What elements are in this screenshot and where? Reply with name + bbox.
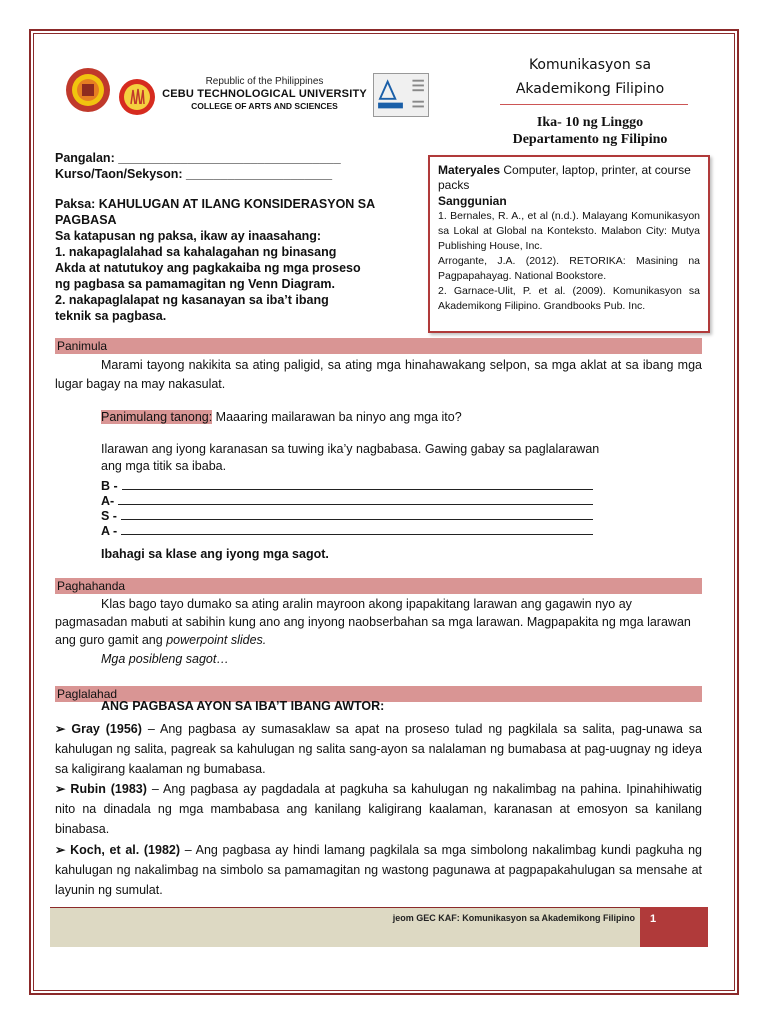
reference-item: 2. Garnace-Ulit, P. et al. (2009). Komunikasyon sa Akademikong Filipino. Grandbooks Pub. Inc. bbox=[438, 285, 700, 312]
acrostic-letter: B - bbox=[101, 479, 118, 493]
asean-logo-icon bbox=[117, 78, 157, 116]
acrostic-letter: A- bbox=[101, 494, 115, 508]
course-title-line1: Komunikasyon sa bbox=[528, 57, 652, 73]
panimula-closing: Ibahagi sa klase ang iyong mga sagot. bbox=[101, 547, 329, 561]
section-bar-panimula: Panimula bbox=[55, 338, 702, 354]
author-item bbox=[55, 779, 702, 839]
paghahanda-answers: Mga posibleng sagot… bbox=[101, 652, 229, 666]
author-text: – Ang pagbasa ay pagdadala at pagkuha sa kahulugan ng nakalimbag na pahina. Ipinahihiwatig nito na dinadala ng mga mambabasa ang kanilang kaligirang kaalaman, karanasan at emosyon sa kanilang binabasa. bbox=[55, 782, 702, 836]
section-bar-paglalahad: Paglalahad bbox=[55, 686, 702, 702]
materials-line bbox=[438, 163, 700, 193]
title-divider bbox=[500, 104, 688, 105]
author-item bbox=[55, 719, 702, 779]
acrostic-line bbox=[101, 509, 601, 524]
page-number: 1 bbox=[640, 907, 708, 947]
college-name: COLLEGE OF ARTS AND SCIENCES bbox=[191, 101, 338, 111]
objectives-intro: Sa katapusan ng paksa, ikaw ay inaasahang: bbox=[55, 229, 322, 243]
week-block bbox=[480, 114, 700, 148]
student-objectives bbox=[55, 150, 425, 324]
ctu-seal-icon bbox=[65, 67, 111, 113]
name-field-label: Pangalan: ________________________________ bbox=[55, 151, 341, 165]
topic-line: Paksa: KAHULUGAN AT ILANG KONSIDERASYON SA PAGBASA bbox=[55, 197, 375, 227]
course-field-label: Kurso/Taon/Sekyson: _____________________ bbox=[55, 167, 333, 181]
objective-line: Akda at natutukoy ang pagkakaiba ng mga proseso bbox=[55, 261, 361, 275]
paghahanda-text: Klas bago tayo dumako sa ating aralin mayroon akong ipapakitang larawan ang gagawin nyo ay pagmasadan mabuti at sabihin kung ano ang inyong naobserbahan sa mga larawan. Magpapakita ng mga larawan ang guro gamit ang bbox=[55, 597, 691, 647]
week-label: Ika- 10 ng Linggo bbox=[536, 115, 644, 130]
acrostic-line bbox=[101, 494, 601, 509]
course-title-line2: Akademikong Filipino bbox=[515, 81, 665, 97]
objective-line: teknik sa pagbasa. bbox=[55, 309, 167, 323]
section-bar-paghahanda: Paghahanda bbox=[55, 578, 702, 594]
acrostic-letter: A - bbox=[101, 524, 118, 538]
paghahanda-paragraph bbox=[55, 595, 702, 649]
acrostic-line bbox=[101, 524, 601, 539]
materials-text: Computer, laptop, printer, at course packs bbox=[438, 163, 691, 192]
author-text: – Ang pagbasa ay sumasaklaw sa apat na proseso tulad ng pagkilala sa salita, pag-unawa sa kahulugan ng salita, pagreak sa kahulugan ng salita sang-ayon sa nalalaman ng bumabasa at pag-uugnay ng ideya sa kaligirang kaalaman ng bumabasa. bbox=[55, 722, 702, 776]
panimula-paragraph: Marami tayong nakikita sa ating paligid, sa ating mga hinahawakang selpon, sa mga aklat at sa ibang mga lugar bagay na may nakasulat. bbox=[55, 358, 702, 391]
acrostic-lines bbox=[101, 479, 601, 539]
acrostic-line bbox=[101, 479, 601, 494]
question-text: Maaaring mailarawan ba ninyo ang mga ito? bbox=[212, 410, 462, 424]
footer-text: jeom GEC KAF: Komunikasyon sa Akademikong Filipino bbox=[392, 913, 635, 923]
course-title bbox=[480, 53, 700, 101]
author-name: ➢ Koch, et al. (1982) bbox=[55, 843, 181, 857]
university-block bbox=[162, 76, 367, 112]
author-text: – Ang pagbasa ay hindi lamang pagkilala sa mga simbolong nakalimbag kundi pagkuha ng kahulugan ng nakalimbag na simbolo sa pamamagitan ng wastong pagunawa at pagpapakahulugan sa mensahe at layunin ng sumulat. bbox=[55, 843, 702, 897]
paglalahad-heading: ANG PAGBASA AYON SA IBA’T IBANG AWTOR: bbox=[101, 699, 385, 713]
department-label: Departamento ng Filipino bbox=[512, 132, 668, 147]
certification-badge-icon bbox=[373, 73, 429, 117]
question-label: Panimulang tanong: bbox=[101, 410, 213, 424]
panimula-question bbox=[101, 408, 661, 427]
objective-line: 1. nakapaglalahad sa kahalagahan ng binasang bbox=[55, 245, 337, 259]
author-name: ➢ Rubin (1983) bbox=[55, 782, 147, 796]
author-item bbox=[55, 840, 702, 900]
acrostic-letter: S - bbox=[101, 509, 117, 523]
references-title: Sanggunian bbox=[438, 194, 507, 208]
reference-item: 1. Bernales, R. A., et al (n.d.). Malayang Komunikasyon sa Lokal at Global na Konteksto. Malabon City: Mutya Publishing House, Inc. bbox=[438, 210, 700, 252]
republic-label: Republic of the Philippines bbox=[205, 76, 324, 87]
objective-line: ng pagbasa sa pamamagitan ng Venn Diagram. bbox=[55, 277, 335, 291]
materials-box bbox=[428, 155, 710, 333]
reference-item: Arrogante, J.A. (2012). RETORIKA: Masining na Pagpapahayag. National Bookstore. bbox=[438, 255, 700, 282]
paghahanda-italic: powerpoint slides. bbox=[166, 633, 267, 647]
materials-label: Materyales bbox=[438, 163, 501, 177]
objective-line: 2. nakapaglalapat ng kasanayan sa iba’t ibang bbox=[55, 293, 329, 307]
author-name: ➢ Gray (1956) bbox=[55, 722, 142, 736]
panimula-instruction: Ilarawan ang iyong karanasan sa tuwing ika’y nagbabasa. Gawing gabay sa paglalarawan ang mga titik sa ibaba. bbox=[101, 442, 600, 473]
university-name: CEBU TECHNOLOGICAL UNIVERSITY bbox=[162, 88, 367, 100]
